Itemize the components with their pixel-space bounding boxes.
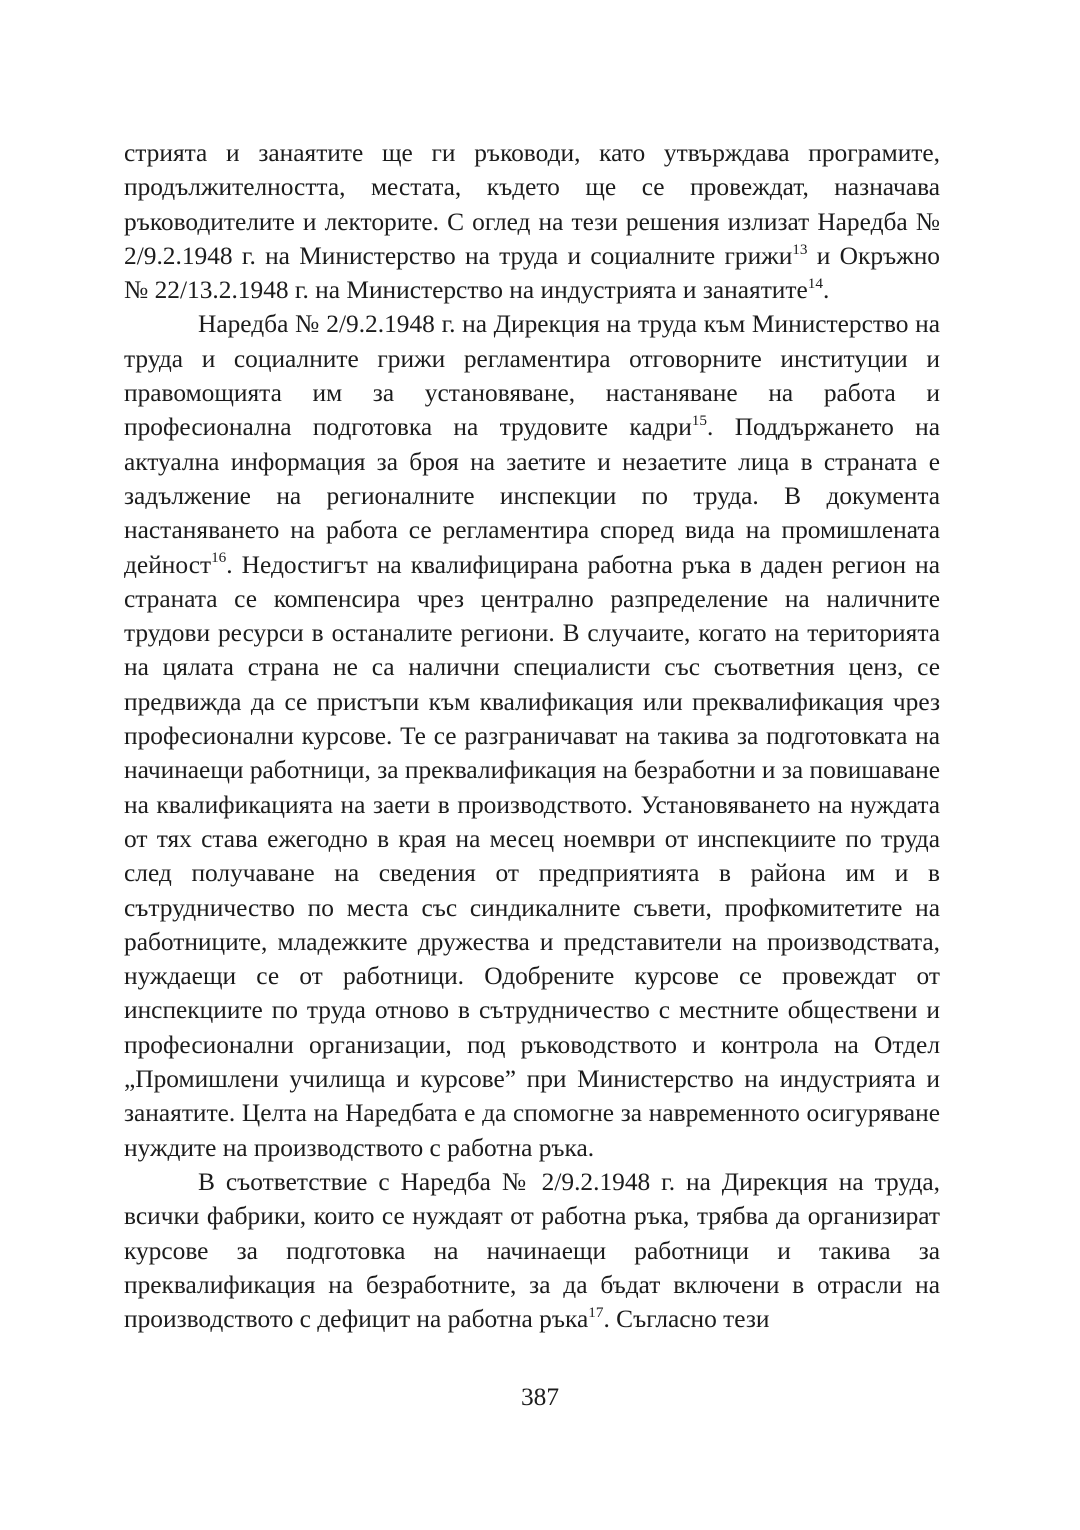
paragraph-text: . Недостигът на квалифицирана работна ръка в даден регион на страната се компенсира чрез централно разпределение на наличните трудови ресурси в останалите региони. В случаите, когато на територията на цялата страна не са налични специалисти със съответния ценз, се предвижда да се пристъпи към квалификация или преквалификация чрез професионални курсове. Те се разграничават на такива за подготовката на начинаещи работници, за преквалификация на безработни и за повишаване на квалификацията на заети в производството. Установяването на нуждата от тях става ежегодно в края на месец ноември от инспекциите по труда след получаване на сведения от предприятията в района им и в сътрудничество по места със синдикалните съвети, профкомитетите на работниците, младежките дружества и представители на производствата, нуждаещи се от работници. Одобрените курсове се провеждат от инспекциите по труда отново в сътрудничество с местните обществени и професионални организации, под ръководството и контрола на Отдел „Промишлени училища и курсове” при Министерство на индустрията и занаятите. Целта на Наредбата е да спомогне за навременното осигуряване нуждите на производството с работна ръка. [124, 550, 940, 1162]
body-text [124, 136, 940, 1336]
footnote-marker-14: 14 [807, 274, 823, 292]
footnote-marker-16: 16 [211, 549, 227, 567]
footnote-marker-15: 15 [691, 412, 708, 430]
paragraph-2 [124, 307, 940, 1164]
footnote-marker-17: 17 [588, 1303, 604, 1321]
paragraph-1 [124, 136, 940, 307]
paragraph-text: и Окръжно № 22/13.2.1948 г. на Министерство на индустрията и занаятите [124, 241, 940, 305]
paragraph-text: Наредба № 2/9.2.1948 г. на Дирекция на труда към Министерство на труда и социалните грижи регламентира отговорните институции и правомощията им за установяване, настаняване на работа и професионална подготовка на трудовите кадри [124, 310, 940, 442]
paragraph-3 [124, 1165, 940, 1336]
footnote-marker-13: 13 [792, 240, 808, 258]
paragraph-text: . Поддържането на актуална информация за броя на заетите и незаетите лица в страната е задължение на регионалните инспекции по труда. В документа настаняването на работа се регламентира според вида на промишлената дейност [124, 413, 940, 579]
paragraph-text: В съответствие с Наредба № 2/9.2.1948 г. на Дирекция на труда, всички фабрики, които се нуждаят от работна ръка, трябва да организират курсове за подготовка на начинаещи работници и такива за преквалификация на безработните, за да бъдат включени в отрасли на производството с дефицит на работна ръка [124, 1167, 940, 1334]
paragraph-text: . [822, 276, 830, 305]
page-number: 387 [520, 1383, 560, 1411]
paragraph-text: стрията и занаятите ще ги ръководи, като утвърждава програмите, продължителността, местата, където ще се провеждат, назначава ръководителите и лекторите. С оглед на тези решения излизат Наредба № 2/9.2.1948 г. на Министерство на труда и социалните грижи [124, 139, 940, 270]
paragraph-text: . Съгласно тези [603, 1305, 770, 1334]
